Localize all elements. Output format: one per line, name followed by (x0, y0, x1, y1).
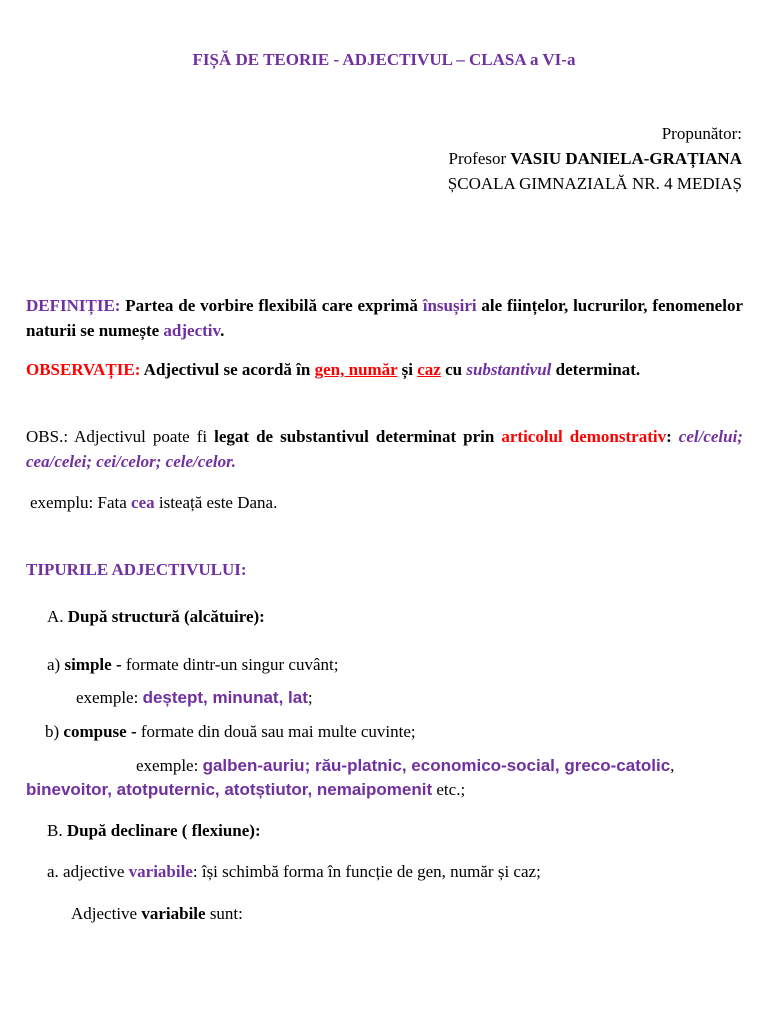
simple-examples: deștept, minunat, lat (142, 688, 308, 707)
variable-line (47, 859, 541, 884)
variable-text-2: : își schimbă forma în funcție de gen, număr și caz; (192, 862, 541, 881)
compound-examples-a: galben-auriu; rău-platnic, economico-social, greco-catolic (202, 756, 671, 775)
compound-examples-end: etc.; (432, 780, 466, 799)
variable-list-text-1: Adjective (71, 904, 142, 923)
obs-colon: : (666, 427, 679, 446)
observation-keyword-3: substantivul (466, 360, 552, 379)
variable-list-keyword: variabile (141, 904, 206, 923)
definition-end: . (220, 321, 225, 340)
observation-text-2: și (397, 360, 418, 379)
observation-text-4: determinat. (551, 360, 641, 379)
simple-examples-end: ; (307, 688, 313, 707)
compound-examples-line-2 (26, 777, 465, 802)
definition-text-2: ale ființelor, lucrurilor, fenomenelor naturii se numește (26, 296, 743, 340)
variable-marker: a. (47, 862, 64, 881)
example-line (30, 490, 277, 515)
simple-examples-label: exemple: (76, 688, 143, 707)
simple-desc: formate dintr-un singur cuvânt; (125, 655, 339, 674)
author-prefix: Profesor (448, 149, 511, 168)
compound-desc: formate din două sau mai multe cuvinte; (140, 722, 416, 741)
page-title: FIȘĂ DE TEORIE - ADJECTIVUL – CLASA a VI-a (192, 50, 576, 69)
author-school: ȘCOALA GIMNAZIALĂ NR. 4 MEDIAȘ (447, 174, 742, 193)
section-b-heading (47, 818, 261, 843)
example-text-2: isteață este Dana. (154, 493, 278, 512)
types-heading: TIPURILE ADJECTIVULUI: (26, 560, 247, 579)
author-line (448, 146, 742, 171)
author-name: VASIU DANIELA-GRAȚIANA (510, 149, 742, 168)
observation-keyword-2: caz (417, 360, 441, 379)
obs-paragraph (26, 424, 743, 474)
variable-list-line (71, 901, 243, 926)
variable-list-text-2: sunt: (205, 904, 243, 923)
simple-term: simple - (64, 655, 126, 674)
obs-forms: cel/celui; cea/celei; cei/celor; cele/celor. (26, 427, 743, 471)
definition-keyword-2: adjectiv (163, 321, 221, 340)
compound-examples-sep: , (670, 756, 675, 775)
definition-paragraph (26, 293, 743, 343)
definition-label: DEFINIȚIE: (26, 296, 121, 315)
author-block (448, 121, 742, 196)
obs-bold-text: legat de substantivul determinat prin (214, 427, 502, 446)
variable-text-1: adjective (63, 862, 129, 881)
obs-label: OBS.: Adjectivul poate fi (26, 427, 215, 446)
observation-keyword-1: gen, număr (314, 360, 398, 379)
obs-keyword: articolul demonstrativ (501, 427, 667, 446)
example-keyword: cea (131, 493, 155, 512)
section-a-label: A. (47, 607, 68, 626)
observation-paragraph (26, 357, 743, 382)
section-b-label: B. (47, 821, 67, 840)
observation-text-1: Adjectivul se acordă în (140, 360, 315, 379)
simple-marker: a) (47, 655, 65, 674)
section-a-title: După structură (alcătuire): (67, 607, 265, 626)
variable-keyword: variabile (128, 862, 193, 881)
compound-marker: b) (45, 722, 64, 741)
section-b-title: După declinare ( flexiune): (66, 821, 261, 840)
example-text-1: exemplu: Fata (30, 493, 132, 512)
simple-line (47, 652, 338, 677)
simple-examples-line (76, 685, 313, 710)
section-a-heading (47, 604, 265, 629)
definition-keyword-1: însușiri (422, 296, 477, 315)
observation-label: OBSERVAȚIE: (26, 360, 141, 379)
compound-examples-label: exemple: (136, 756, 203, 775)
compound-examples-b: binevoitor, atotputernic, atotștiutor, nemaipomenit (26, 780, 433, 799)
compound-term: compuse - (63, 722, 141, 741)
compound-examples-line-1 (136, 753, 674, 778)
compound-line (45, 719, 416, 744)
observation-text-3: cu (440, 360, 467, 379)
definition-text-1: Partea de vorbire flexibilă care exprimă (120, 296, 423, 315)
author-label: Propunător: (661, 124, 742, 143)
